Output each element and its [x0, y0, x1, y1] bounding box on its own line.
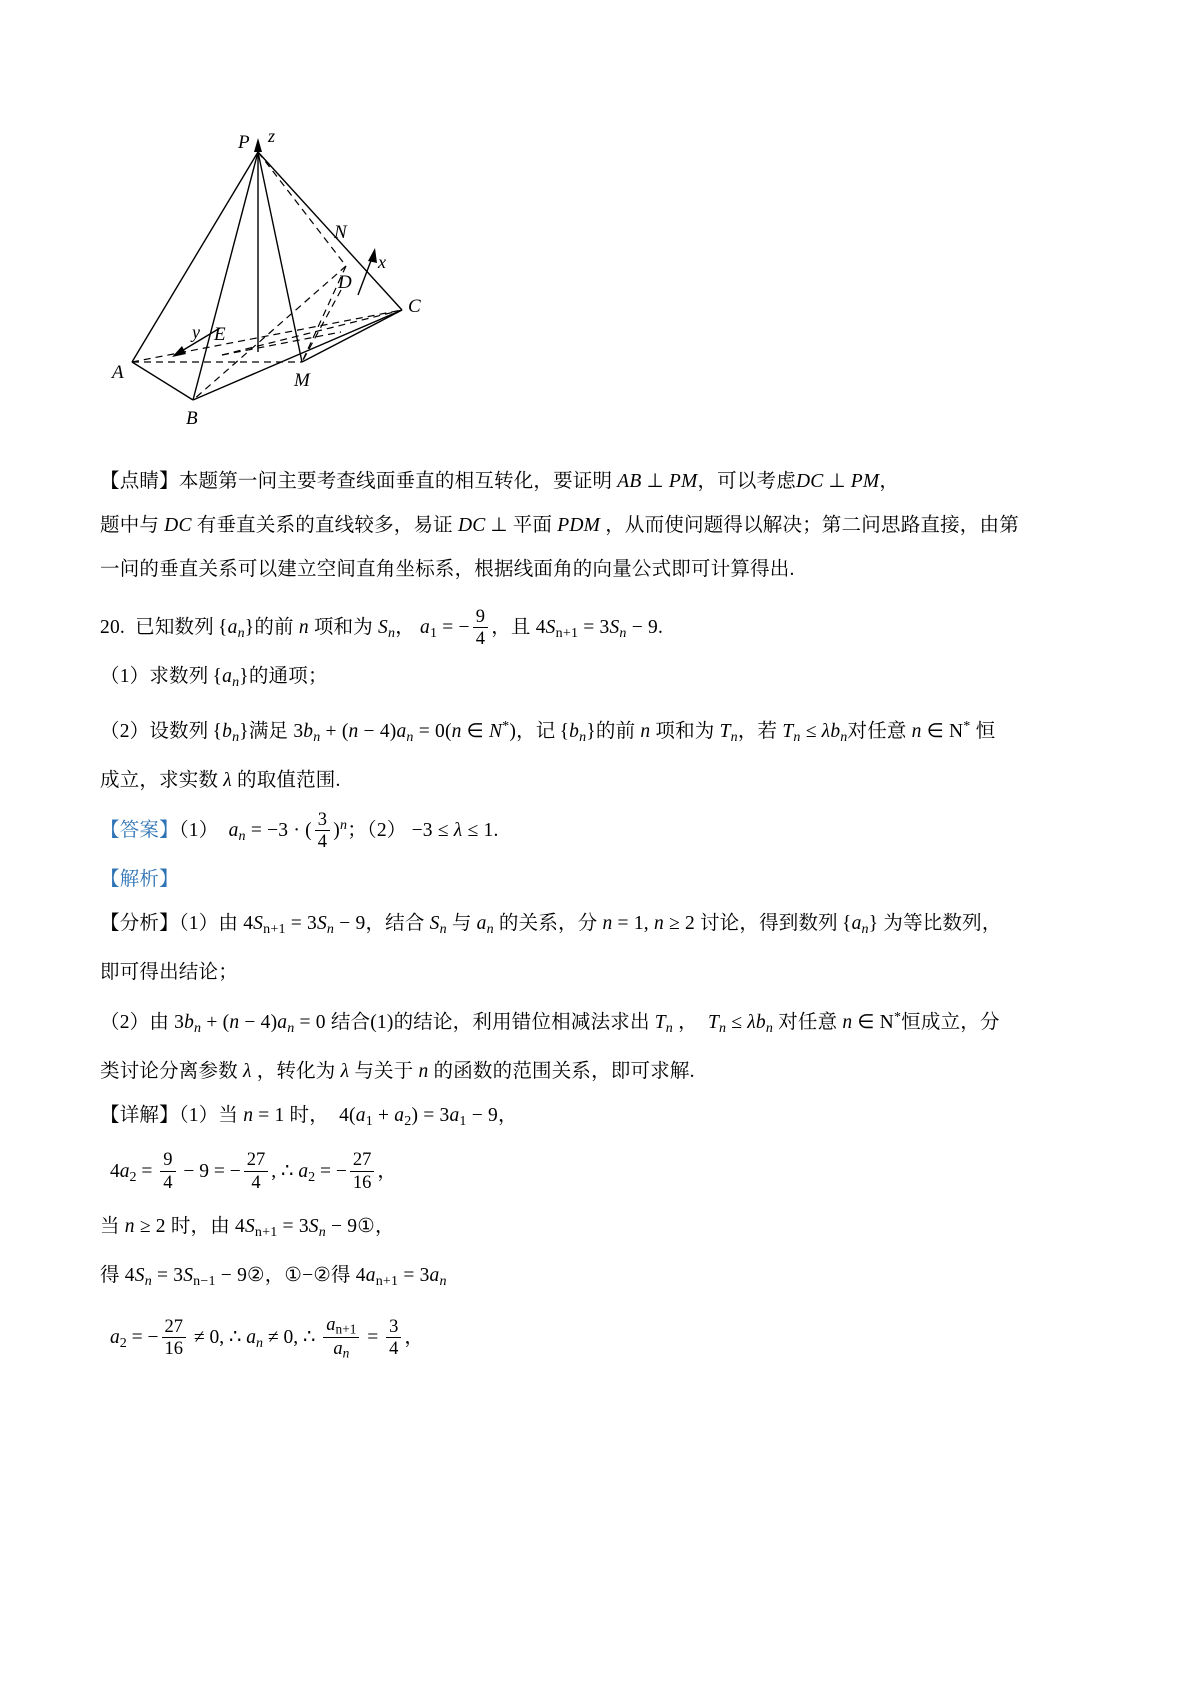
figure-label-C: C: [408, 296, 421, 317]
tip-text-5: 有垂直关系的直线较多，易证: [196, 515, 453, 536]
detail-text-1a: （1）当: [178, 1104, 239, 1126]
fenxi-text-3a: （2）由: [100, 1011, 170, 1033]
detail-paragraph-3: 当 n ≥ 2 时，由 $4S_{n+1} = 3S_n$ − 9①，: [100, 1216, 395, 1241]
detail-text-3b: 时，由: [170, 1216, 230, 1238]
fenxi-text-4b: ，转化为: [256, 1060, 336, 1082]
fenxi-text-3b: 结合(1)的结论，利用错位相减法求出: [330, 1011, 650, 1033]
fenxi-text-f: 为等比数列，: [883, 912, 1002, 934]
analysis-heading: [100, 858, 1100, 902]
answer-text-2: ；（2）: [347, 819, 407, 841]
figure-label-M: M: [294, 370, 310, 391]
detail-text-4b: ②，①: [247, 1265, 303, 1287]
q20-part1-text-a: （1）求数列: [100, 665, 209, 687]
q20-part1-text-b: 的通项；: [248, 665, 328, 687]
figure-label-P: P: [238, 132, 250, 153]
fenxi-text-a: （1）由: [178, 912, 239, 934]
fenxi-paragraph-3: （2）由 $3b_n + (n - 4)a_n = 0$ 结合(1)的结论，利用错位相减法求出 $T_n$ ， $T_n \le \lambda b_n$ 对任意 n ∈ N*恒成立，分: [100, 1008, 1000, 1036]
question-number: 20.: [100, 617, 125, 638]
fenxi-text-e: 讨论，得到数列: [699, 912, 838, 934]
fenxi-text-3e: 恒成立，分: [901, 1011, 1000, 1033]
detail-text-4a: 得: [100, 1265, 120, 1287]
fenxi-text-3d: 对任意: [778, 1011, 838, 1033]
fenxi-text-c: 与: [451, 912, 472, 934]
detail-text-4c: ②得: [313, 1265, 351, 1287]
detail-text-3a: 当: [100, 1216, 120, 1238]
answer-paragraph: 【答案】（1） $a_n = -3$ · ( $\frac{3}{4}$ )$^n$；（2） −3 ≤ λ ≤ 1.: [100, 808, 499, 852]
tip-paragraph: 【点睛】本题第一问主要考查线面垂直的相互转化，要证明 AB ⊥ PM，可以考虑DC ⊥ PM，: [100, 471, 900, 492]
q20-text-5: ，且: [491, 617, 531, 638]
tip-text-3: ，: [879, 471, 900, 492]
q20-text-2: 的前: [254, 617, 294, 638]
figure-label-z: z: [268, 126, 276, 146]
tip-text-1: 本题第一问主要考查线面垂直的相互转化，要证明: [178, 471, 613, 492]
fenxi-text-4a: 类讨论分离参数: [100, 1060, 238, 1082]
tip-text-6: 平面: [512, 515, 553, 536]
tip-paragraph-3: 一问的垂直关系可以建立空间直角坐标系，根据线面角的向量公式即可计算得出.: [100, 559, 795, 580]
tip-text-2: ，可以考虑: [697, 471, 796, 492]
q20-text-1: 已知数列: [135, 617, 214, 638]
q20-text-4: ，: [395, 617, 415, 638]
figure-label-N: N: [334, 222, 347, 243]
q20-part2-text-b: 满足: [248, 720, 289, 742]
detail-text-1c: ，: [497, 1104, 518, 1126]
figure-label-B: B: [186, 408, 198, 429]
detail-text-3c: ①，: [357, 1216, 395, 1238]
figure-label-A: A: [112, 362, 124, 383]
tip-text-4: 题中与: [100, 515, 160, 536]
question-20: 20. 已知数列 $\{a_n\}$的前 n 项和为 $S_n$， $a_1$ = − $\frac{9}{4}$ ，且 $4S_{n+1} = 3S_n - 9$.: [100, 605, 664, 650]
q20-part2-text-d: 的前: [595, 720, 636, 742]
fenxi-text-b: ，结合: [365, 912, 425, 934]
detail-math-2: $4a_2$ = $\frac{9}{4}$ − 9 = − $\frac{27}{4}$ , ∴ $a_2$ = − $\frac{27}{16}$ ，: [110, 1149, 397, 1193]
q20-part2-text-a: （2）设数列: [100, 720, 209, 742]
detail-label: 【详解】: [100, 1104, 179, 1126]
fenxi-label: 【分析】: [100, 912, 179, 934]
detail-math-5: $a_2$ = − $\frac{27}{16}$ ≠ 0, ∴ $a_n \ne 0$, ∴ $\frac{a_{n+1}}{a_n}$ = $\frac{3}{4}$ ，: [110, 1314, 424, 1362]
q20-part2-text-i: 成立，求实数: [100, 769, 219, 791]
tip-text-7: ，从而使问题得以解决；第二问思路直接，由第: [605, 515, 1019, 536]
q20-part2-text-c: ，记: [516, 720, 556, 742]
tetrahedron-diagram: [110, 90, 570, 450]
q20-text-6: .: [657, 617, 664, 638]
answer-text-3: .: [493, 819, 499, 841]
q20-part2-text-h: 恒: [975, 720, 996, 742]
figure-label-E: E: [214, 324, 226, 345]
detail-paragraph-1: 【详解】（1）当 n = 1 时， $4(a_1 + a_2) = 3a_1 - 9$，: [100, 1104, 518, 1129]
answer-label: 【答案】: [100, 819, 179, 841]
fenxi-text-d: 的关系，分: [498, 912, 598, 934]
fenxi-text-4d: 的函数的范围关系，即可求解.: [433, 1060, 695, 1082]
fenxi-paragraph-4: 类讨论分离参数 λ ，转化为 λ 与关于 n 的函数的范围关系，即可求解.: [100, 1060, 695, 1082]
figure-label-D: D: [338, 272, 352, 293]
fenxi-paragraph: 【分析】（1）由 $4S_{n+1} = 3S_n - 9$，结合 $S_n$ 与 $a_n$ 的关系，分 n = 1, n ≥ 2 讨论，得到数列 $\{a_n\}$ 为等比数列，: [100, 912, 1002, 937]
analysis-label: 【解析】: [100, 868, 179, 890]
detail-text-1b: 时，: [289, 1104, 329, 1126]
q20-part2-text-g: 对任意: [847, 720, 907, 742]
detail-paragraph-4: 得 $4S_n = 3S_{n-1}$ − 9②，①−②得 $4a_{n+1} = 3a_n$: [100, 1265, 447, 1290]
tip-label: 【点睛】: [100, 471, 179, 492]
figure-container: [100, 90, 1100, 450]
q20-part2: （2）设数列 $\{b_n\}$满足 $3b_n + (n - 4)a_n = 0(n$ ∈ N*)，记 $\{b_n\}$的前 n 项和为 $T_n$，若 $T_n \le \lambda b_n$对任意 n ∈ N* 恒: [100, 717, 996, 745]
answer-text-1: （1）: [178, 819, 219, 841]
fenxi-text-4c: 与关于: [354, 1060, 414, 1082]
q20-part2-text-e: 项和为: [655, 720, 715, 742]
fenxi-text-3c: ，: [678, 1011, 698, 1033]
q20-part1: （1）求数列 $\{a_n\}$的通项；: [100, 665, 328, 690]
figure-label-x: x: [378, 252, 386, 272]
q20-part2-text-j: 的取值范围.: [237, 769, 341, 791]
q20-part2-text-f: ，若: [737, 720, 778, 742]
q20-part2-cont: 成立，求实数 λ 的取值范围.: [100, 769, 341, 791]
fenxi-paragraph-2: 即可得出结论；: [100, 961, 238, 983]
q20-text-3: 项和为: [313, 617, 373, 638]
tip-paragraph-2: 题中与 DC 有垂直关系的直线较多，易证 DC ⊥ 平面 PDM ，从而使问题得以解决；第二问思路直接，由第: [100, 515, 1019, 536]
figure-label-y: y: [192, 322, 200, 342]
